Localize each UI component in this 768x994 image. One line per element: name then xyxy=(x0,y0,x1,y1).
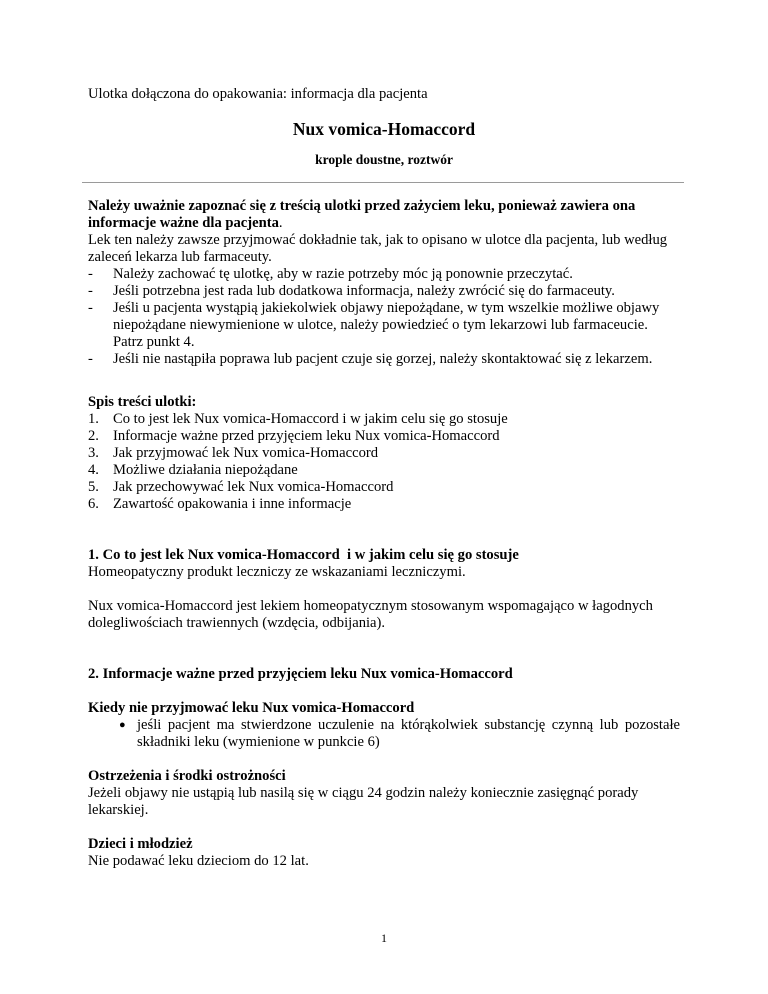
toc-item: 4. Możliwe działania niepożądane xyxy=(88,462,298,478)
dash-marker: - xyxy=(88,351,93,367)
children-heading: Dzieci i młodzież xyxy=(88,836,193,852)
list-item: ● jeśli pacjent ma stwierdzone uczulenie na którąkolwiek substancję czynną lub pozostałe składniki leku (wymienione w punkcie 6) xyxy=(119,717,680,750)
section-1-paragraph: Nux vomica-Homaccord jest lekiem homeopatycznym stosowanym wspomagająco w łagodnych dolegliwościach trawiennych (wzdęcia, odbijania). xyxy=(88,598,653,631)
section-1 xyxy=(88,547,680,632)
children-text: Nie podawać leku dzieciom do 12 lat. xyxy=(88,853,309,869)
product-form: krople doustne, roztwór xyxy=(315,152,453,167)
section-1-heading: 1. Co to jest lek Nux vomica-Homaccord i w jakim celu się go stosuje xyxy=(88,547,519,563)
toc-item: 1. Co to jest lek Nux vomica-Homaccord i w jakim celu się go stosuje xyxy=(88,411,508,427)
toc-item: 2. Informacje ważne przed przyjęciem leku Nux vomica-Homaccord xyxy=(88,428,500,444)
warnings-heading: Ostrzeżenia i środki ostrożności xyxy=(88,768,286,784)
list-item: - Jeśli potrzebna jest rada lub dodatkowa informacja, należy zwrócić się do farmaceuty. xyxy=(88,283,615,299)
contra-list xyxy=(88,717,680,751)
warnings-text: Jeżeli objawy nie ustąpią lub nasilą się w ciągu 24 godzin należy koniecznie zasięgnąć porady lekarskiej. xyxy=(88,785,639,818)
list-item: - Jeśli u pacjenta wystąpią jakiekolwiek objawy niepożądane, w tym wszelkie możliwe objawy niepożądane niewymienione w ulotce, należy powiedzieć o tym lekarzowi lub farmaceucie. Patrz punkt 4. xyxy=(88,300,660,350)
toc-section xyxy=(88,394,680,513)
page-number: 1 xyxy=(381,931,387,945)
intro-warning-end: . xyxy=(278,215,283,231)
dash-marker: - xyxy=(88,300,93,316)
toc-item: 6. Zawartość opakowania i inne informacje xyxy=(88,496,352,512)
dash-marker: - xyxy=(88,266,93,282)
toc-heading: Spis treści ulotki: xyxy=(88,394,197,410)
dash-marker: - xyxy=(88,283,93,299)
intro-list xyxy=(88,266,680,368)
contra-heading: Kiedy nie przyjmować leku Nux vomica-Homaccord xyxy=(88,700,415,716)
section-1-line: Homeopatyczny produkt leczniczy ze wskazaniami leczniczymi. xyxy=(88,564,466,580)
list-item: - Jeśli nie nastąpiła poprawa lub pacjent czuje się gorzej, należy skontaktować się z lekarzem. xyxy=(88,351,653,367)
leaflet-header: Ulotka dołączona do opakowania: informacja dla pacjenta xyxy=(88,86,428,102)
intro-text: Lek ten należy zawsze przyjmować dokładnie tak, jak to opisano w ulotce dla pacjenta, lub według zaleceń lekarza lub farmaceuty. xyxy=(88,232,668,265)
toc-list xyxy=(88,411,680,513)
bullet-icon: ● xyxy=(119,719,126,731)
divider xyxy=(82,182,684,183)
intro-section xyxy=(88,198,680,368)
list-item: - Należy zachować tę ulotkę, aby w razie potrzeby móc ją ponownie przeczytać. xyxy=(88,266,573,282)
intro-warning-bold: Należy uważnie zapoznać się z treścią ulotki przed zażyciem leku, ponieważ zawiera ona informacje ważne dla pacjenta xyxy=(88,198,636,231)
toc-item: 5. Jak przechowywać lek Nux vomica-Homaccord xyxy=(88,479,394,495)
product-title: Nux vomica-Homaccord xyxy=(292,119,476,139)
toc-item: 3. Jak przyjmować lek Nux vomica-Homaccord xyxy=(88,445,379,461)
intro-warning xyxy=(88,198,680,232)
section-2-heading: 2. Informacje ważne przed przyjęciem leku Nux vomica-Homaccord xyxy=(88,666,513,682)
leaflet-page xyxy=(88,86,680,870)
section-2 xyxy=(88,666,680,870)
